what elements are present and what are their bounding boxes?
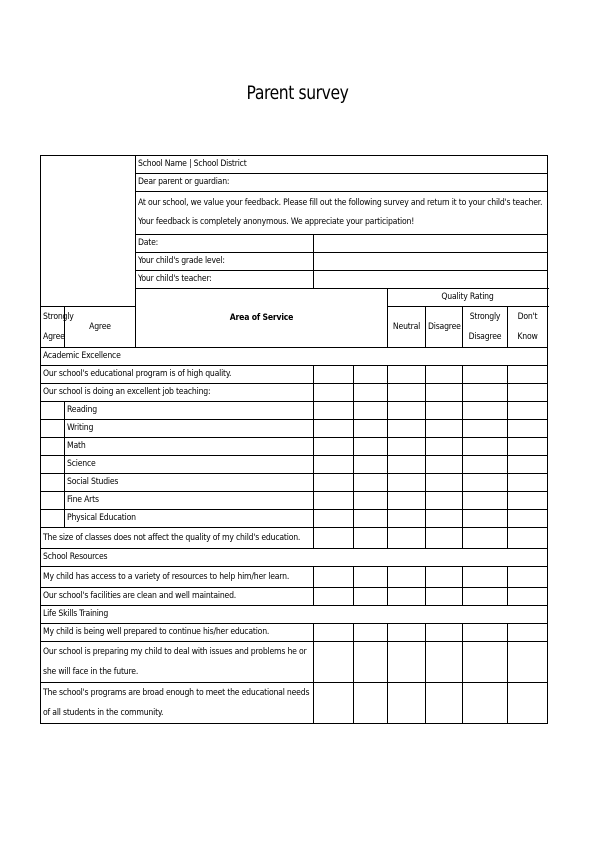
rating-cell[interactable] [463, 510, 508, 528]
rating-cell[interactable] [388, 624, 426, 642]
indent-cell [41, 420, 65, 438]
rating-cell[interactable] [508, 642, 548, 683]
rating-cell[interactable] [314, 492, 354, 510]
rating-cell[interactable] [508, 588, 548, 606]
rating-cell[interactable] [508, 420, 548, 438]
table-row [41, 642, 548, 683]
rating-cell[interactable] [354, 438, 388, 456]
rating-col-disagree: Disagree [426, 307, 463, 348]
subject-label: Reading [65, 402, 314, 420]
indent-cell [41, 474, 65, 492]
date-label: Date: [136, 235, 314, 253]
rating-cell[interactable] [508, 438, 548, 456]
date-field[interactable] [314, 235, 548, 253]
rating-cell[interactable] [508, 510, 548, 528]
section-life-skills: Life Skills Training [41, 606, 548, 624]
rating-cell[interactable] [314, 567, 354, 588]
rating-cell[interactable] [354, 683, 388, 724]
question-text: Our school is doing an excellent job teaching: [41, 384, 314, 402]
table-row [41, 402, 548, 420]
rating-cell[interactable] [388, 366, 426, 384]
rating-cell[interactable] [508, 567, 548, 588]
rating-cell[interactable] [354, 456, 388, 474]
rating-cell[interactable] [354, 384, 388, 402]
rating-cell[interactable] [388, 456, 426, 474]
table-row [41, 366, 548, 384]
rating-cell[interactable] [426, 366, 463, 384]
area-of-service-header: Area of Service [136, 289, 388, 348]
teacher-field[interactable] [314, 271, 548, 289]
subject-label: Writing [65, 420, 314, 438]
rating-cell[interactable] [388, 528, 426, 549]
rating-cell[interactable] [388, 402, 426, 420]
rating-cell[interactable] [354, 492, 388, 510]
rating-col-dont-know: Don't Know [508, 307, 548, 348]
rating-col-neutral: Neutral [388, 307, 426, 348]
rating-cell[interactable] [388, 642, 426, 683]
rating-cell[interactable] [463, 366, 508, 384]
rating-cell[interactable] [426, 420, 463, 438]
rating-cell[interactable] [463, 492, 508, 510]
rating-cell[interactable] [354, 642, 388, 683]
rating-cell[interactable] [354, 624, 388, 642]
table-row [41, 384, 548, 402]
rating-cell[interactable] [508, 624, 548, 642]
indent-cell [41, 492, 65, 510]
rating-cell[interactable] [426, 492, 463, 510]
rating-cell[interactable] [463, 420, 508, 438]
rating-cell[interactable] [354, 366, 388, 384]
rating-cell[interactable] [463, 567, 508, 588]
rating-col-strongly-disagree: Strongly Disagree [463, 307, 508, 348]
indent-cell [41, 402, 65, 420]
rating-cell[interactable] [426, 642, 463, 683]
rating-cell[interactable] [463, 683, 508, 724]
rating-col-strongly-agree: Strongly Agree [41, 307, 65, 348]
subject-label: Math [65, 438, 314, 456]
rating-col-agree: Agree [65, 307, 136, 348]
table-row [41, 438, 548, 456]
question-text: My child has access to a variety of resources to help him/her learn. [41, 567, 314, 588]
subject-label: Fine Arts [65, 492, 314, 510]
subject-label: Physical Education [65, 510, 314, 528]
rating-cell[interactable] [314, 420, 354, 438]
rating-cell[interactable] [426, 384, 463, 402]
rating-cell[interactable] [314, 384, 354, 402]
rating-cell[interactable] [388, 474, 426, 492]
rating-cell[interactable] [426, 474, 463, 492]
question-text: The size of classes does not affect the quality of my child's education. [41, 528, 314, 549]
rating-cell[interactable] [463, 624, 508, 642]
rating-cell[interactable] [314, 528, 354, 549]
teacher-label: Your child's teacher: [136, 271, 314, 289]
rating-cell[interactable] [388, 510, 426, 528]
question-text: Our school is preparing my child to deal with issues and problems he or she will face in the future. [41, 642, 314, 683]
quality-rating-header: Quality Rating [388, 289, 548, 307]
rating-cell[interactable] [508, 366, 548, 384]
table-row [41, 588, 548, 606]
rating-cell[interactable] [314, 438, 354, 456]
rating-cell[interactable] [463, 456, 508, 474]
rating-cell[interactable] [426, 438, 463, 456]
rating-cell[interactable] [314, 588, 354, 606]
table-row [41, 624, 548, 642]
rating-cell[interactable] [463, 402, 508, 420]
rating-cell[interactable] [314, 510, 354, 528]
rating-cell[interactable] [314, 683, 354, 724]
rating-cell[interactable] [388, 384, 426, 402]
table-row [41, 456, 548, 474]
table-row [41, 474, 548, 492]
rating-cell[interactable] [354, 474, 388, 492]
rating-cell[interactable] [354, 588, 388, 606]
rating-cell[interactable] [426, 456, 463, 474]
logo-placeholder-cell [41, 156, 136, 307]
rating-cell[interactable] [508, 402, 548, 420]
indent-cell [41, 438, 65, 456]
rating-cell[interactable] [508, 474, 548, 492]
rating-cell[interactable] [388, 588, 426, 606]
rating-cell[interactable] [463, 384, 508, 402]
rating-cell[interactable] [388, 683, 426, 724]
rating-cell[interactable] [426, 567, 463, 588]
table-row [41, 420, 548, 438]
rating-cell[interactable] [426, 510, 463, 528]
rating-cell[interactable] [426, 588, 463, 606]
rating-cell[interactable] [388, 420, 426, 438]
rating-cell[interactable] [314, 474, 354, 492]
question-text: Our school's facilities are clean and well maintained. [41, 588, 314, 606]
rating-cell[interactable] [314, 366, 354, 384]
school-name: School Name | School District [136, 156, 548, 174]
rating-cell[interactable] [508, 683, 548, 724]
rating-cell[interactable] [508, 528, 548, 549]
rating-cell[interactable] [388, 438, 426, 456]
rating-cell[interactable] [388, 492, 426, 510]
page-title: Parent survey [246, 82, 349, 104]
rating-cell[interactable] [508, 492, 548, 510]
rating-cell[interactable] [426, 402, 463, 420]
question-text: The school's programs are broad enough to meet the educational needs of all students in the community. [41, 683, 314, 724]
rating-cell[interactable] [463, 642, 508, 683]
grade-label: Your child's grade level: [136, 253, 314, 271]
table-row [41, 510, 548, 528]
section-academic: Academic Excellence [41, 348, 548, 366]
rating-cell[interactable] [314, 456, 354, 474]
rating-cell[interactable] [426, 624, 463, 642]
rating-cell[interactable] [354, 420, 388, 438]
rating-cell[interactable] [354, 528, 388, 549]
grade-field[interactable] [314, 253, 548, 271]
indent-cell [41, 510, 65, 528]
question-text: Our school's educational program is of high quality. [41, 366, 314, 384]
indent-cell [41, 456, 65, 474]
table-row [41, 492, 548, 510]
greeting: Dear parent or guardian: [136, 174, 548, 192]
section-resources: School Resources [41, 549, 548, 567]
subject-label: Science [65, 456, 314, 474]
rating-cell[interactable] [314, 624, 354, 642]
question-text: My child is being well prepared to continue his/her education. [41, 624, 314, 642]
rating-cell[interactable] [426, 528, 463, 549]
rating-cell[interactable] [463, 588, 508, 606]
rating-cell[interactable] [354, 510, 388, 528]
rating-cell[interactable] [314, 402, 354, 420]
rating-cell[interactable] [354, 567, 388, 588]
rating-cell[interactable] [388, 567, 426, 588]
rating-cell[interactable] [463, 474, 508, 492]
table-row [41, 528, 548, 549]
rating-cell[interactable] [463, 438, 508, 456]
intro-text: At our school, we value your feedback. Please fill out the following survey and return it to your child's teacher. Your feedback is completely anonymous. We appreciate your participation! [136, 192, 548, 235]
rating-cell[interactable] [508, 456, 548, 474]
subject-label: Social Studies [65, 474, 314, 492]
table-row [41, 683, 548, 724]
rating-cell[interactable] [426, 683, 463, 724]
rating-cell[interactable] [314, 642, 354, 683]
rating-cell[interactable] [508, 384, 548, 402]
rating-cell[interactable] [463, 528, 508, 549]
survey-table [40, 155, 548, 724]
table-row [41, 567, 548, 588]
rating-cell[interactable] [354, 402, 388, 420]
